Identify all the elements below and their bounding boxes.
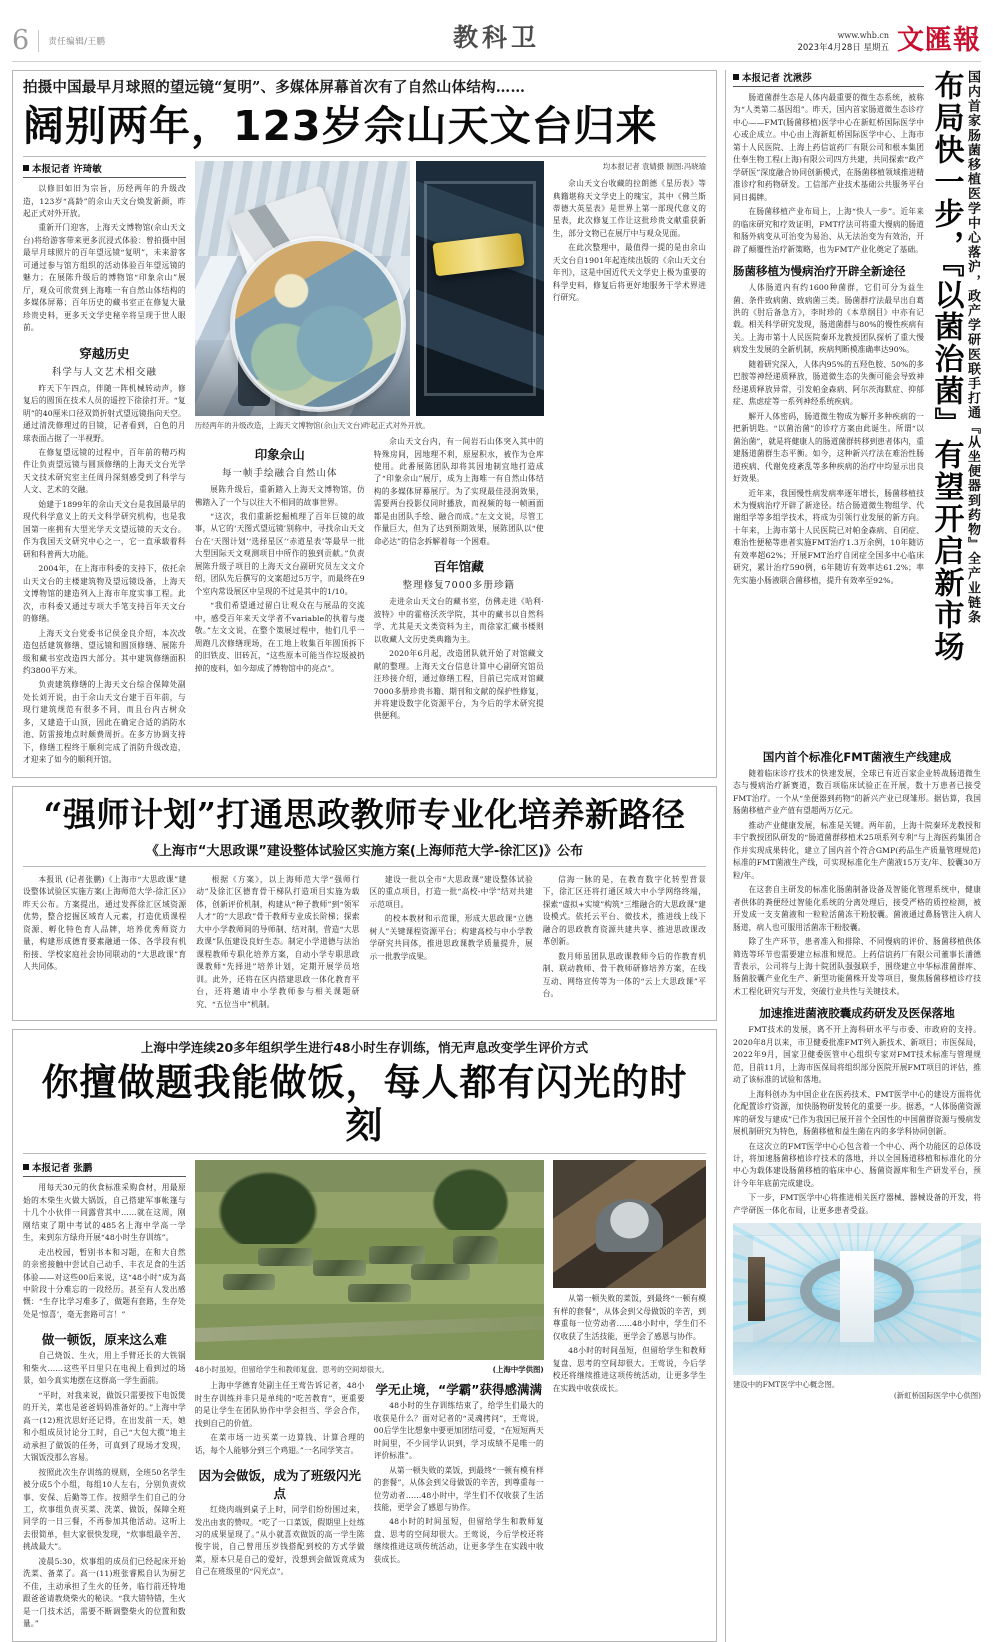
- byline-square-icon: [733, 74, 739, 80]
- article3-col4: [553, 1160, 706, 1632]
- paragraph: FMT技术的发展，离不开上海科研水平与市委、市政府的支持。2020年8月以来，市卫健委批准FMT列入新技术、新项目；市医保局，2022年9月，国家卫健委医管中心组织专家对FMT技术标准与管理规范，目前11月，上海市医保局将组织部分医院开展FMT项目的评估，推动了该标准的试验和落地。: [733, 1025, 981, 1085]
- paragraph: 除了生产环节，患者准入和排除、不同慢病的评价、肠菌移植供体筛选等环节也需要建立标准和规范。上药信谊药厂有限公司董事长潘德青表示，公司将与上海十院团队强强联手，围绕建立中华标准菌群库、肠菌胶囊产业化生产、新型功能菌株开发等项目，聚焦肠菌移植诊疗技术工程化研究与开发，突破行业共性与关键技术。: [733, 937, 981, 996]
- student-figure: [348, 1284, 411, 1302]
- photo-cooking: [553, 1160, 706, 1288]
- paragraph: 用每天30元的伙食标准采购食材，用最原始的木柴生火做大锅饭，自己搭建军事帐篷与十几个小伙伴一同露营其中……就在这周，刚刚结束了期中考试的485名上海中学高一学生，来到东方绿舟开展“48小时生存训练”。: [23, 1183, 186, 1243]
- article3-byline: [23, 1160, 186, 1177]
- photo-survival-training: [195, 1160, 544, 1360]
- article1-byline-text: 本报记者 许琦敏: [32, 164, 102, 176]
- byline-square-icon: [23, 1164, 29, 1170]
- photo-exhibit-hall: [416, 161, 543, 416]
- article3-col1: [23, 1160, 186, 1632]
- masthead-divider: [38, 30, 39, 52]
- paragraph: 随着研究深入，人体内95%的五羟色胺、50%的多巴胺等神经递质释放，肠道微生态的失衡可能会导致神经递质释放异常，引发帕金森病、阿尔茨海默症、抑郁症、焦虑症等一系列神经系统疾病。: [733, 359, 925, 407]
- page-number: 6: [12, 25, 30, 56]
- article-right-sub2: 国内首个标准化FMT菌液生产线建成: [762, 750, 952, 764]
- masthead-rule: [12, 61, 981, 62]
- paragraph: 从第一顿失败的菜饭，到最终“一顿有模有样的套餐”，从体会到父母做饭的辛苦，到尊重每一位劳动者……48小时中，学生们不仅收获了生活技能，更学会了感恩与协作。: [552, 1294, 706, 1341]
- article-right-caption: 建设中的FMT医学中心概念图。: [733, 1380, 840, 1390]
- byline-square-icon: [23, 165, 29, 171]
- article3-rule: [23, 1153, 706, 1154]
- paragraph: 根据《方案》，以上海师范大学“强师行动”及徐汇区德育骨干梯队打造项目实施为载体，创新评价机制，构建从“种子教师”到“领军人才”的“大思政”骨干教师专业成长阶梯；探索大中小学教师间的导师制、结对制，营造“大思政课”队伍建设良好生态。制定小学道德与法治课程教师专职化培养方案，自动小学专职思政课教师“先择进”培养计划，定期开展学员培训。此外，还将在区内搭建思政一体化教育平台，还将邀请中小学教师参与相关课题研究、“五位当中”机制。: [196, 874, 360, 1009]
- article2-headline: “强师计划”打通思政教师专业化培养新路径: [43, 794, 686, 834]
- article2-col4: [543, 874, 706, 1013]
- paragraph: 48小时的生存训练结束了，给学生们最大的收获是什么？面对记者的“灵魂拷问”，王莺说，00后学生比想象中要更加团结可爱，“在短短两天时间里，不少同学认识到，学习成绩不是唯一的评价标准”。: [373, 1401, 544, 1461]
- paragraph: 佘山天文台内，有一间岩石山体突入其中的特殊房间，因地理不利，原屋积水，被作为仓库使用。此番展陈团队却将其因地制宜地打造成了“印象佘山”展厅，成为上海唯一有自然山体结构的多媒体屏幕展厅。为了实现最佳浸润效果，需要两台投影仪同时播放，而视频的每一帧画面都是由团队手绘、融合而成。”左文文说，尽管工作量巨大，但为了达到预期效果，展陈团队以“使命必达”的信念拆解着每一个困难。: [373, 437, 544, 546]
- article-right-shoulder: 国内首家肠菌移植医学中心落沪，政产学研医联手打通『从坐便器到药物』全产业链条: [965, 70, 980, 625]
- paragraph: 2004年，在上海市科委的支持下，依托佘山天文台的主楼建筑物及望远镜设备，上海天文博物馆的建造列入上海市年度实事工程。此次，市科委又通过专项大手笔支持百年天文台的修缮。: [23, 564, 186, 624]
- masthead-right: [731, 27, 981, 54]
- article2-columns: [23, 874, 706, 1013]
- article3-col3: [374, 1380, 544, 1581]
- right-column: [725, 70, 981, 1642]
- paragraph: 2020年6月起，改造团队就开始了对馆藏文献的整理。上海天文台信息计算中心副研究馆员汪珍接介绍，通过修缮工程，目前已完成对馆藏7000多册珍贵书籍、期刊和文献的保护性修复，并将建设数字化资源平台，为今后的学术研究提供便利。: [373, 649, 544, 721]
- paragraph: 信海一脉的是，在教育数字化转型背景下，徐汇区还将打通区域大中小学网络终端，探索“虚拟+实境”构筑“三维融合的大思政课”建设模式。依托云平台、微技术，推进线上线下融合的思政教育资源共建共享、推进思政课改革创新。: [542, 874, 706, 947]
- article1-center: [195, 161, 544, 769]
- globe-inset: [232, 238, 404, 410]
- paragraph: 昨天下午四点，伴随一阵机械转动声，修复后的圆顶在技术人员的遥控下徐徐打开。“复明”的40厘米口径双筒折射式望远镜指向天空。通过清洗修理过的目镜，记者看到，白色的月球表面占据了一半视野。: [23, 383, 186, 443]
- article1-shoulder: 拍摄中国最早月球照的望远镜“复明”、多媒体屏幕首次有了自然山体结构……: [23, 79, 526, 96]
- paragraph: 在肠菌移植产业布局上，上海“快人一步”。近年来的临床研究和疗效证明，FMT疗法可将重大慢病的肠道和肠外病变从可治变为易治、从无法治变为有效治，开辟了颠覆性治疗新策略，也为FMT产业化奠定了基础。: [733, 207, 925, 254]
- paragraph: 自己烧饭、生火，用上手臂还长的大铁锅和柴火……这些平日里只在电视上看到过的场景，如今真实地摆在这群高一学生面前。: [23, 1351, 186, 1386]
- article-right-credit: (新虹桥国际医学中心供图): [893, 1391, 981, 1401]
- article2-rule: [23, 866, 706, 867]
- tree-shape: [425, 1162, 516, 1230]
- paragraph: 始建于1899年的佘山天文台是我国最早的现代科学意义上的天文科学研究机构，也是我国第一座拥有大型光学天文望远镜的天文台。作为我国天文研究中心之一，它一直承载着科研和科普两大功能。: [23, 499, 186, 559]
- website-url: www.whb.cn: [837, 31, 889, 41]
- article1-section1-sub: 科学与人文艺术相交融: [51, 366, 157, 378]
- article-right-headline: 布局快一步，『以菌治菌』有望开启新市场: [928, 70, 964, 663]
- article3-center: [195, 1160, 544, 1632]
- paragraph: 负责建筑修缮的上海天文台综合保障处副处长刘开说，由于佘山天文台建于百年前，与现行建筑规范有很多不同，而且台内古树众多，又建造于山顶，因此在确定合适的消防水池、防雷接地点时颇费周折。在多方协调支持下，修缮工程终于顺利完成了消防升级改造，才迎来了如今的顺利开馆。: [23, 680, 186, 765]
- pot-shape: [596, 1199, 663, 1253]
- article-survival-training: [12, 1029, 717, 1642]
- student-figure: [369, 1246, 425, 1264]
- article1-col2: [195, 436, 365, 725]
- publication-date: 2023年4月28日 星期五: [797, 42, 889, 53]
- paragraph: 以修旧如旧为宗旨，历经两年的升级改造，123岁“高龄”的佘山天文台焕发新颜，昨起正式对外开放。: [23, 184, 186, 218]
- paragraph: 在这套自主研发的标准化肠菌制备设备及智能化管理系统中，健康者供体的粪便经过智能化系统的分离处理后，接受严格的质控检测，被开发成一支支菌液和一粒粒活菌冻干粉胶囊。菌液通过鼻肠管注入病人肠道，病人也可服用活菌冻干粉胶囊。: [733, 885, 981, 932]
- article-right-headline-group: [928, 70, 981, 742]
- paragraph: 解开人体密码，肠道微生物成为解开多种疾病的一把新钥匙。“以菌治菌”的诊疗方案由此诞生。所谓“以菌治菌”，就是将健康人的肠道菌群转移到患者体内，重建肠道菌群生态平衡。如今，这种新兴疗法在难治性肠道疾病、代谢免疫紊乱等多种疾病的治疗中均显示出良好效果。: [733, 411, 925, 484]
- article3-caption: 48小时虽短，但留给学生和教师复盘、思考的空间却很大。: [194, 1365, 389, 1375]
- article1-caption-row: [195, 416, 544, 431]
- newspaper-logo: 文匯報: [897, 25, 981, 56]
- paragraph: 48小时的时间虽短，但留给学生和教师复盘、思考的空间却很大。王莺说，今后学校还将继续推进这项传统活动，让更多学生在实践中收获成长。: [552, 1346, 706, 1393]
- article3-text-cols: [195, 1380, 544, 1581]
- article1-section3-title: 百年馆藏: [433, 559, 484, 575]
- paragraph: 数月师虽团队思政课教师今后的作教育机制、联动教师、骨干教师研修培养方案，在线互动、网络宣传等为一体的“云上大思政课”平台。: [542, 951, 706, 999]
- article1-caption: 历经两年的升级改造，上海天文博物馆(佘山天文台)昨起正式对外开放。: [194, 421, 430, 431]
- article2-col3: [370, 874, 533, 1013]
- paragraph: 近年来，我国慢性病发病率逐年增长，肠菌移植技术为慢病治疗开辟了新途径。结合肠道微生物组学、代谢组学等多组学技术，将成为引领行业发展的新方向。十年来，上海市第十人民医院已对帕金森病、自闭症、难治性便秘等患者实施FMT治疗1.3万余例，10年随访有效率超62%；开展FMT治疗自闭症全国多中心临床研究，累计治疗590例，6年随访有效率达61.2%；率先实施小肠液联合菌移植，提升有效率至92%。: [733, 488, 925, 585]
- masthead-left: [12, 27, 262, 54]
- article3-sub3: 学无止境，“学霸”获得感满满: [375, 1382, 542, 1398]
- paragraph: 随着临床诊疗技术的快速发展，全球已有近百家企业转战肠道微生态与慢病治疗新赛道，数百项临床试验正在开展，数十万患者已接受FMT治疗。一个从“坐便器到药物”的新兴产业已现雏形。据估算，我国肠菌移植产业产值有望超两万亿元。: [733, 768, 981, 816]
- article3-col2: [195, 1380, 365, 1581]
- article1-section1-title: 穿越历史: [79, 345, 130, 361]
- article3-sub2: 因为会做饭，成为了班级闪光点: [198, 1468, 361, 1502]
- doorway-shape: [840, 1251, 875, 1345]
- paragraph: 的校本教材和示范课，形成大思政课“立德树人”关键课程资源平台；构建高校与中小学教学研究共同体，推进思政课教学质量提升，展示一批教学成果。: [369, 914, 533, 961]
- article2-col2: [196, 874, 359, 1013]
- paragraph: 本报讯 (记者张鹏)《上海市“大思政课”建设整体试验区实施方案(上海师范大学-徐汇区)》昨天公布。方案提出，通过发挥徐汇区域资源优势，整合挖掘区域育人元素，打造优质课程资源、孵化特色育人品牌，培养优秀师资力量，构建形成德育要素融通一体、各学段有机衔接、学校家庭社会协同联动的“大思政课”育人共同体。: [23, 874, 187, 972]
- article3-sub1: 做一顿饭，原来这么难: [41, 1332, 167, 1348]
- paragraph: “平时，对我来说，做饭只需要按下电饭煲的开关，菜也是爸爸妈妈准备好的。”上海中学高一(12)班沈思好还记得，在出发前一天，她和小组成员讨论分工时，自己“大包大揽”地主动承担了做饭的任务，可真到了现场才发现，大锅饭没那么容易。: [23, 1390, 186, 1463]
- article2-col1: [23, 874, 186, 1013]
- article1-col1: [23, 161, 186, 769]
- paragraph: 佘山天文台收藏的拉朗德《星历表》等典籍堪称天文学史上的瑰宝，其中《佛兰斯蒂德大英星表》是世界上第一部现代意义的星表，此次修复工作让这批珍贵文献重获新生，部分文物已在展厅中与观众见面。: [552, 179, 706, 238]
- path-shape: [195, 1316, 544, 1342]
- paragraph: 建设一批以全市“大思政课”建设整体试验区的重点项目，打造一批“高校-中学”结对共建示范项目。: [369, 874, 533, 909]
- masthead-meta: [797, 30, 889, 54]
- article1-col4: [553, 161, 706, 769]
- paragraph: 走进佘山天文台的藏书室，仿佛走进《哈利·波特》中的霍格沃茨学院，其中的藏书以自然科学、尤其是天文类资料为主，而徐家汇藏书楼则以收藏人文历史类典籍为主。: [373, 597, 544, 644]
- exhibit-frame: [424, 181, 536, 395]
- article3-caption-row: [195, 1360, 544, 1375]
- paragraph: 在修复望远镜的过程中，百年前的精巧构件让负责望远镜与圆顶修缮的上海天文台光学天文技术研究室主任周丹深刻感受到了科学与人文、艺术的交融。: [23, 448, 186, 495]
- article3-headline: 你擅做题我能做饭，每人都有闪光的时刻: [41, 1060, 688, 1147]
- paragraph: 从第一顿失败的菜饭，到最终“一顿有模有样的套餐”，从体会到父母做饭的辛苦，到尊重每一位劳动者……48小时中，学生们不仅收获了生活技能，更学会了感恩与协作。: [373, 1465, 544, 1512]
- paragraph: 凌晨5:30，炊事组的成员们已经起床开始洗菜、备菜了。高一(11)班张睿熙自认为厨艺不佳，主动承担了生火的任务，临行前还特地跟爸爸请教烧柴火的秘诀。“我大错特错，生火是一门技术活，需要不断调整柴火的位置和数量。”: [23, 1556, 186, 1629]
- paragraph: 上海天文台党委书记侯金良介绍，本次改造包括建筑修缮、望远镜和圆顶修缮、展陈升级和藏书室改造四大部分。其中建筑修缮面积约3800平方米。: [23, 628, 186, 675]
- article-right-intro: [733, 70, 924, 742]
- photo-fmt-center: [733, 1223, 981, 1375]
- student-figure: [313, 1260, 365, 1276]
- photo-observatory-telescope: [195, 161, 411, 416]
- paragraph: 红烧肉端到桌子上时，同学们纷纷围过来，发出由衷的赞叹。“吃了一口菜饭，假期里上灶练习的成果显现了。”从小就喜欢做饭的高一学生陈俊宇说，自己曾用压岁钱搭配到校的方式学做菜，原本只是自己的爱好，没想到会做饭竟成为自己在班级里的“闪光点”。: [194, 1505, 365, 1577]
- article1-section2-sub: 每一帧手绘融合自然山体: [221, 468, 338, 480]
- tree-shape: [209, 1164, 328, 1244]
- article-observatory: [12, 70, 717, 778]
- article1-col3: [374, 436, 544, 725]
- article3-byline-text: 本报记者 张鹏: [32, 1163, 93, 1175]
- article1-body: [23, 161, 706, 769]
- paragraph: 在这次立的FMT医学中心心包含着一个中心、两个功能区的总体设计，将加速肠菌移植诊疗技术的落地，并以全国肠道移植和标准化的分中心为载体建设肠菌移植的临床中心、肠菌资源库和生产研发平台，预计今年年底前完成建设。: [733, 1141, 981, 1188]
- article-teacher-plan: [12, 786, 717, 1021]
- section-title: 教科卫: [452, 23, 540, 52]
- article-right-sub1: 肠菌移植为慢病治疗开辟全新途径: [733, 264, 906, 279]
- article-right-byline: [733, 70, 924, 87]
- article1-rule: [23, 156, 706, 157]
- student-figure: [411, 1264, 470, 1280]
- paragraph: 展陈升级后，重新踏入上海天文博物馆，仿佛踏入了一个与以往大不相同的故事世界。: [194, 485, 365, 507]
- article1-photo-row: [195, 161, 544, 416]
- editor-credit: 责任编辑/王鹏: [48, 36, 106, 47]
- article1-headline: 阔别两年，123岁佘山天文台归来: [23, 102, 658, 151]
- paragraph: “这次，我们重新挖掘梳理了百年巨镜的故事，从它的‘天图式望远镜’别称中，寻找佘山天文台在‘天图计划’‘选择星区’‘赤道星表’等最早一批大型国际天文观测项目中所作的独到贡献。”负责展陈升级子项目的上海天文台副研究员左文文介绍，团队先后撰写的文案超过5万字，而最终在9个室内常设展区中呈现的不过是其中的1/10。: [194, 511, 365, 596]
- paragraph: 下一步，FMT医学中心将推进相关医疗器械、器械设备的开发，将产学研医一体化布局，让更多患者受益。: [733, 1193, 981, 1215]
- student-figure: [258, 1248, 314, 1266]
- paragraph: 上海科创办为中国企业在医药技术、FMT医学中心的建设方面将优化配置诊疗资源，加快肠物研发转化的重要一步。据悉，“人体肠菌资源库的研发与建成”已作为我国已展开首个全国性的中国菌群资源与慢病发展机制研究为特色，肠菌移植和益生菌在内的多学科协同创新。: [733, 1089, 981, 1137]
- article1-byline: [23, 161, 186, 178]
- article3-shoulder: 上海中学连续20多年组织学生进行48小时生存训练，悄无声息改变学生评价方式: [140, 1040, 589, 1056]
- paragraph: 重新开门迎客，上海天文博物馆(佘山天文台)将给游客带来更多沉浸式体验：曾拍摄中国最早月球照片的百年望远镜“复明”，未来游客可通过参与馆方组织的活动体验百年望远镜的魅力；在展陈升级后的博物馆“印象佘山”展厅，观众可欣赏到上海唯一有自然山体结构的多媒体屏幕；百年历史的藏书室正在修复大量珍贵史料，更多天文学史秘辛将呈现于世人眼前。: [23, 223, 186, 333]
- page-body: [12, 70, 981, 1642]
- article2-subline: 《上海市“大思政课”建设整体试验区实施方案(上海师范大学-徐汇区)》公布: [145, 843, 584, 859]
- article1-credit: 均本报记者 袁婧摄 制图:冯晓瑜: [602, 162, 706, 172]
- paragraph: 48小时的时间虽短，但留给学生和教师复盘、思考的空间却很大。王莺说，今后学校还将继续推进这项传统活动，让更多学生在实践中收获成长。: [373, 1517, 544, 1564]
- article1-text-cols: [195, 436, 544, 725]
- paragraph: “我们希望通过留白让观众在与展品的交流中，感受百年来天文学者不variable的执着与虔敬。”左文文说，在整个策展过程中，他们几乎一周跑几次修缮现场，在工地上收集百年圆顶拆下的旧铁皮、旧砖瓦，“这些原本可能当作垃圾被扔掉的废料，如今却成了博物馆中的亮点”。: [194, 601, 365, 673]
- student-figure: [453, 1236, 498, 1264]
- paragraph: 推动产业健康发展，标准是关键。两年前，上海十院秦环龙教授和丰宁教授团队研发的“肠道菌群移植术25项系列专利”与上海医药集团合作并实现成果转化，建立了国内首个符合GMP(药品生产质量管理规范)标准的FMT菌液生产线，可实现标准化生产菌液15万支/年、胶囊30万粒/年。: [733, 820, 981, 880]
- article-right-head: [733, 70, 981, 742]
- article-right-byline-text: 本报记者 沈湫莎: [742, 73, 812, 84]
- wall-banner: [748, 1257, 765, 1321]
- article3-body: [23, 1160, 706, 1632]
- article1-section3-sub: 整理修复7000多册珍籍: [402, 580, 515, 592]
- article1-section2-title: 印象佘山: [254, 447, 305, 463]
- paragraph: 走出校园，暂别书本和习题，在和大自然的亲密接触中尝试自己动手、丰衣足食的生活体验——对这些00后来说，这“48小时”成为高中阶段十分难忘的一段经历。甚至有人发出感慨：“生存比学习难多了，做题有套路，生存处处是‘惊喜’，毫无套路可言！”: [23, 1247, 186, 1319]
- floor-reflection: [733, 1342, 981, 1375]
- paragraph: 在菜市场一边买菜一边算钱、计算合理的话，每个人能够分到三个鸡翅。”一名同学笑言。: [194, 1433, 365, 1455]
- paragraph: 上海中学德育处副主任王莺告诉记者，48小时生存训练并非只是单纯的“吃苦教育”，更重要的是让学生在团队协作中学会担当、学会合作，找到自己的价值。: [194, 1381, 365, 1428]
- paragraph: 肠道菌群生态是人体内最重要的微生态系统，被称为“人类第二基因组”。昨天，国内首家肠道微生态诊疗中心——FMT(肠菌移植)医学中心在新虹桥国际医学中心或企成立。中心由上海新虹桥国际医学中心、上海市第十人民医院、上海上药信谊药厂有限公司和根本集团仕奉生物工程(上海)有限公司四方共建，共同探索“政产学研医”深度融合协同创新模式，在肠菌移植领域推进精准诊疗和药物研发。工信部产业技术基础公共服务平台同日揭牌。: [733, 93, 925, 202]
- masthead-center: [262, 18, 731, 54]
- article-right-sub3: 加速推进菌液胶囊成药研发及医保落地: [759, 1006, 955, 1021]
- left-column: [12, 70, 717, 1642]
- article3-credit: (上海中学供图): [492, 1365, 544, 1375]
- paragraph: 按照此次生存训练的规则，全班50名学生被分成5个小组，每组10人左右，分别负责炊事、安保、后勤等工作。按照学生们自己的分工，炊事组负责买菜、洗菜、做饭，保障全班同学的一日三餐，不再参加其他活动。这听上去很简单，但大家很快发现，“炊事组最辛苦、挑战最大”。: [23, 1467, 186, 1552]
- paragraph: 在此次整理中，最值得一提的是由佘山天文台自1901年起连续出版的《佘山天文台年刊》，这是中国近代天文学史上极为重要的科学史料，修复后将更好地服务于学术界进行研究。: [552, 243, 706, 303]
- student-figure: [223, 1274, 275, 1290]
- masthead: [12, 0, 981, 54]
- paragraph: 人体肠道内有约1600种菌群，它们可分为益生菌、条件致病菌、致病菌三类。肠菌群疗法最早出自葛洪的《肘后备急方》，李时珍的《本草纲目》中亦有记载。相关科学研究发现，肠道菌群与80%的慢性疾病有关。上海市第十人民医院秦环龙教授团队探析了重大慢病发生发展的全新机制，疾病判断模准确率达90%。: [733, 283, 925, 355]
